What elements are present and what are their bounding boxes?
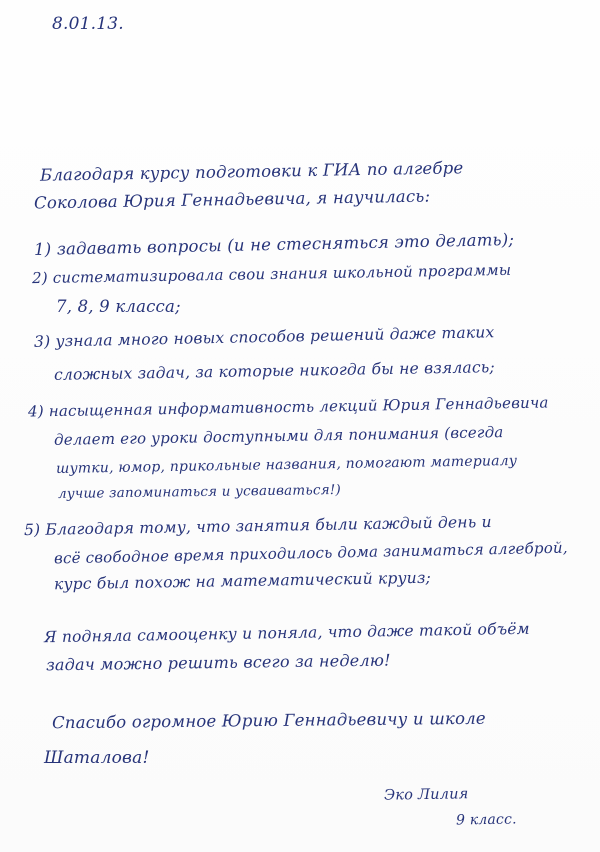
letter-line: 2) систематизировала свои знания школьной программы [31,260,512,288]
letter-line: 7, 8, 9 класса; [56,297,181,316]
letter-line: 3) узнала много новых способов решений даже таких [33,323,495,351]
letter-line: Шаталова! [44,748,150,768]
letter-line: лучше запоминаться и усваиваться!) [57,482,342,502]
letter-line: 5) Благодаря тому, что занятия были каждый день и [23,512,492,540]
letter-line: Спасибо огромное Юрию Геннадьевичу и школе [51,708,486,733]
letter-line: 4) насыщенная информативность лекций Юрия Геннадьевича [27,393,549,421]
letter-line: Я подняла самооценку и поняла, что даже такой объём [43,619,530,647]
letter-line: курс был похож на математический круиз; [53,568,432,594]
letter-date: 8.01.13. [52,14,124,34]
letter-line: шутки, юмор, прикольные названия, помогают материалу [55,452,518,478]
letter-line: делает его уроки доступными для понимания (всегда [53,423,504,449]
letter-line: 1) задавать вопросы (и не стесняться это делать); [33,229,515,260]
letter-line: всё свободное время приходилось дома заниматься алгеброй, [53,538,568,568]
signature-name: Эко Лилия [383,786,469,804]
letter-line: сложных задач, за которые никогда бы не взялась; [53,358,495,384]
letter-line: Соколова Юрия Геннадьевича, я научилась: [33,186,431,213]
letter-line: Благодаря курсу подготовки к ГИА по алгебре [39,158,464,185]
signature-grade: 9 класс. [455,811,517,829]
letter-line: задач можно решить всего за неделю! [45,650,391,675]
